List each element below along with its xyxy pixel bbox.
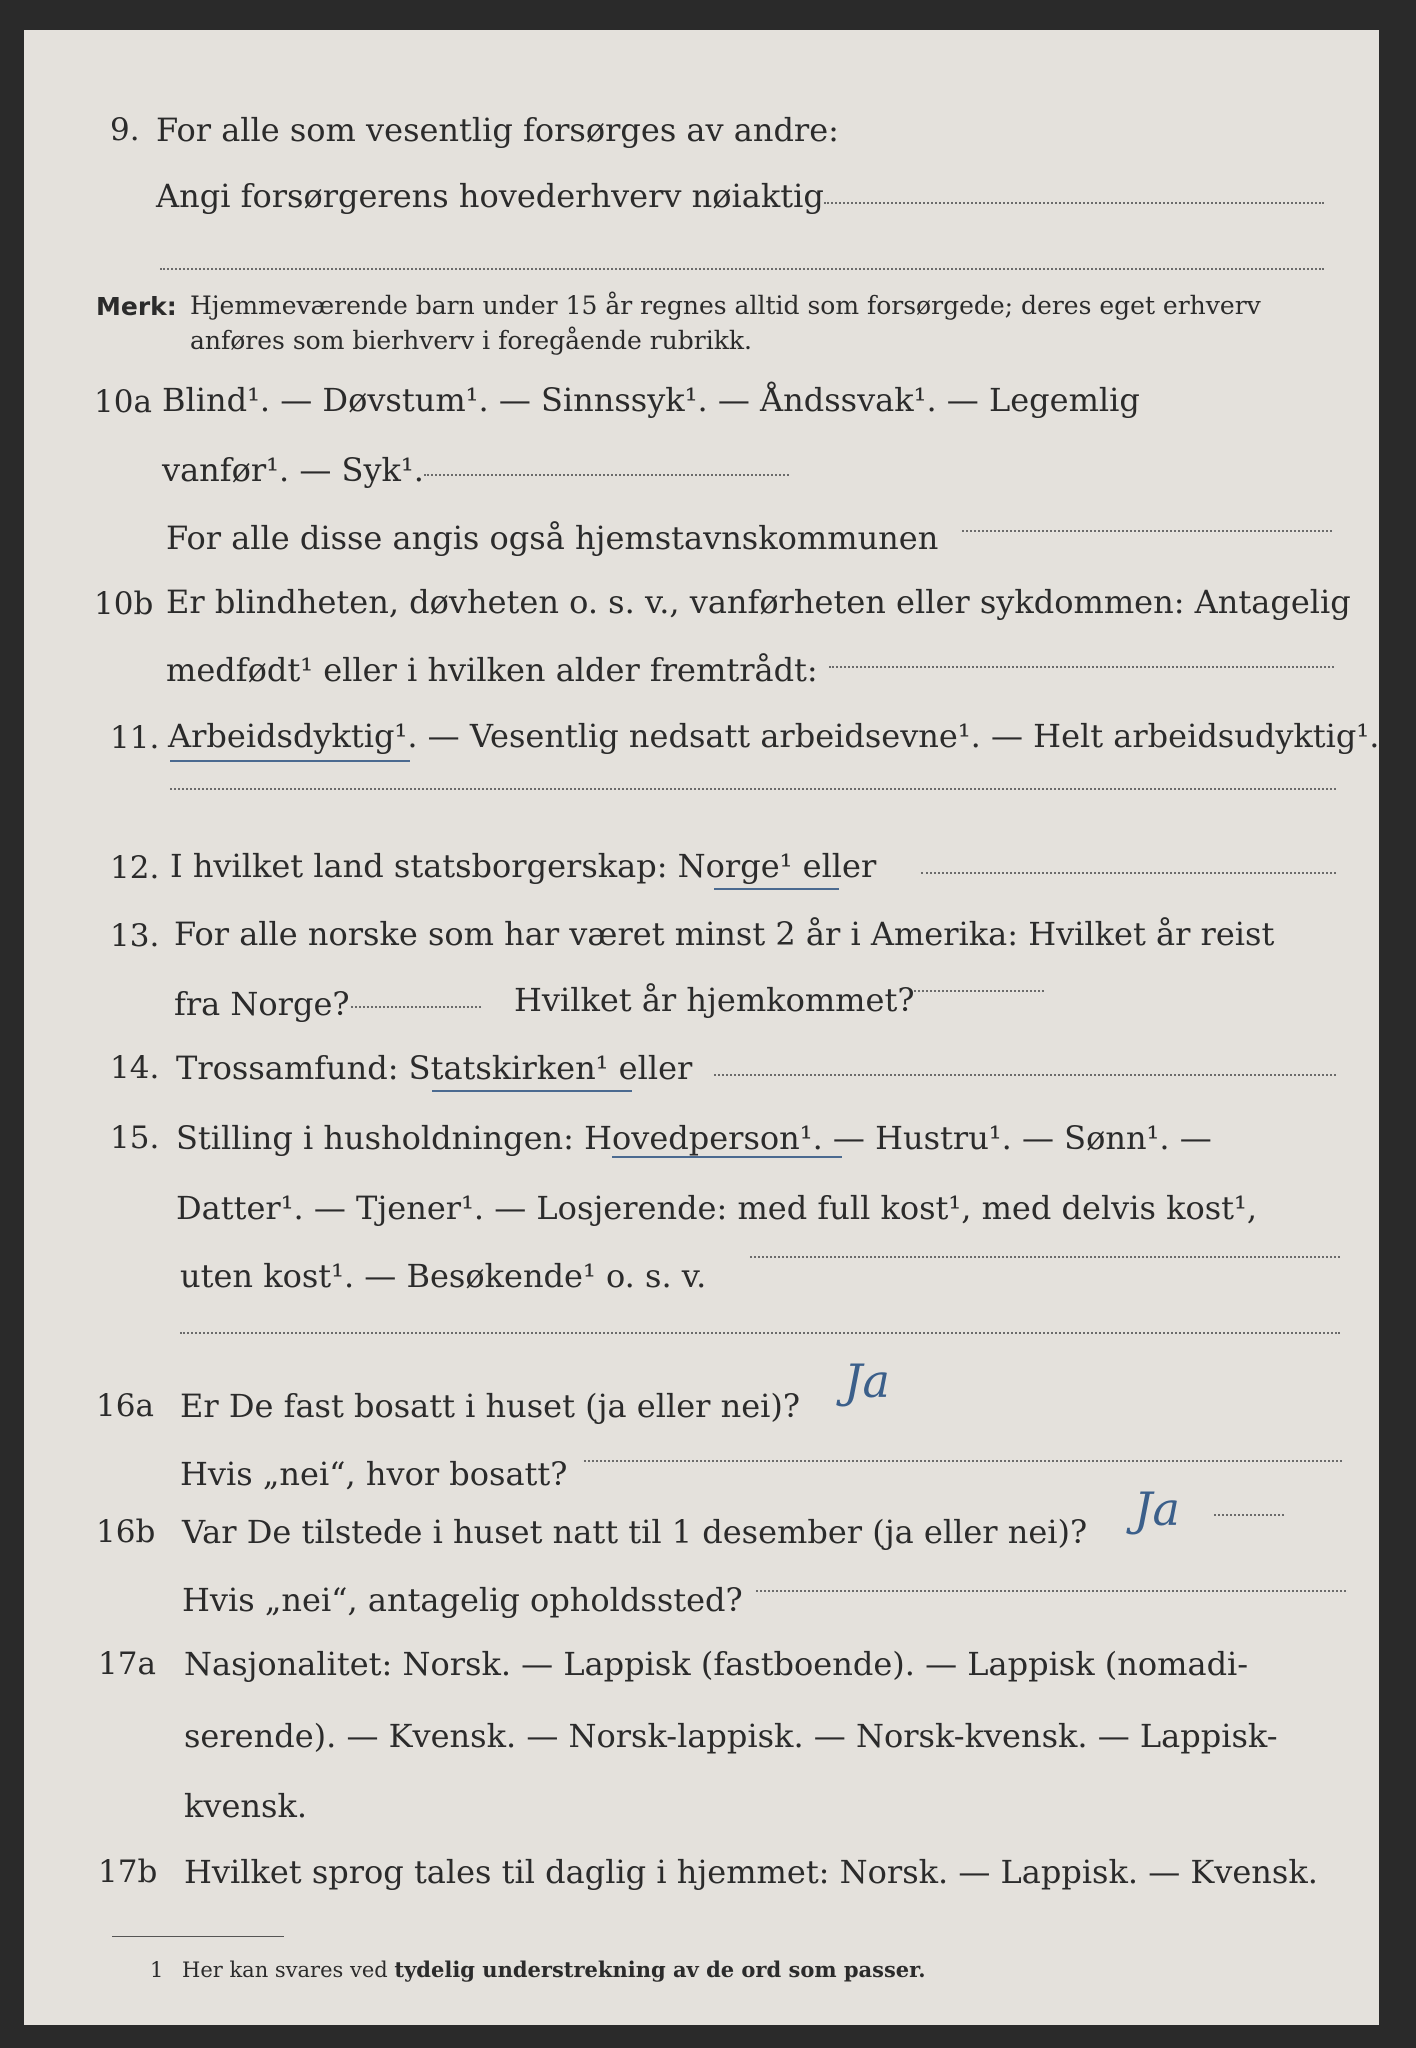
q16a-line2: Hvis „nei“, hvor bosatt?	[180, 1455, 568, 1493]
q17b-number: 17b	[98, 1854, 158, 1890]
merk-line2: anføres som bierhverv i foregående rubrikk.	[190, 326, 752, 355]
q17a-line1: Nasjonalitet: Norsk. — Lappisk (fastboende). — Lappisk (nomadi-	[184, 1645, 1249, 1683]
q10a-line3: For alle disse angis også hjemstavnskommunen	[166, 519, 939, 557]
q15-answer-line[interactable]	[750, 1256, 1340, 1258]
q11-number: 11.	[110, 720, 160, 756]
q16b-handwritten-answer: Ja	[1134, 1482, 1180, 1536]
q10a-answer-line[interactable]	[424, 474, 789, 476]
q10a-line1: Blind¹. — Døvstum¹. — Sinnssyk¹. — Åndssvak¹. — Legemlig	[162, 381, 1140, 419]
q13-hjemkommet-answer-line[interactable]	[914, 990, 1044, 992]
q16a-line1: Er De fast bosatt i huset (ja eller nei)?	[180, 1387, 801, 1425]
q10b-answer-line[interactable]	[829, 666, 1334, 668]
q17a-line2: serende). — Kvensk. — Norsk-lappisk. — Norsk-kvensk. — Lappisk-	[184, 1717, 1278, 1755]
q9-number: 9.	[110, 112, 140, 148]
q12-answer-underline	[714, 888, 839, 890]
footnote-text-bold: tydelig understrekning av de ord som passer.	[394, 1957, 926, 1982]
q15-line2: Datter¹. — Tjener¹. — Losjerende: med full kost¹, med delvis kost¹,	[176, 1189, 1258, 1227]
q15-line1: Stilling i husholdningen: Hovedperson¹. — Hustru¹. — Sønn¹. —	[176, 1119, 1212, 1157]
merk-line1: Hjemmeværende barn under 15 år regnes alltid som forsørgede; deres eget erhverv	[190, 291, 1261, 320]
q14-number: 14.	[110, 1050, 160, 1086]
q9-line1: For alle som vesentlig forsørges av andre:	[156, 111, 839, 149]
footnote-text	[182, 1950, 926, 1990]
q9-line2: Angi forsørgerens hovederhverv nøiaktig	[156, 177, 824, 215]
q15-number: 15.	[110, 1120, 160, 1156]
q14-answer-line[interactable]	[714, 1074, 1336, 1076]
q10b-line2: medfødt¹ eller i hvilken alder fremtrådt:	[166, 651, 818, 689]
q17a-number: 17a	[98, 1646, 156, 1682]
q16b-line2: Hvis „nei“, antagelig opholdssted?	[182, 1581, 743, 1619]
q16b-number: 16b	[96, 1514, 156, 1550]
q14-line1: Trossamfund: Statskirken¹ eller	[176, 1049, 693, 1087]
q13-number: 13.	[110, 918, 160, 954]
q16b-answer-line[interactable]	[1214, 1514, 1284, 1516]
q13-reist-answer-line[interactable]	[351, 1006, 481, 1008]
q17b-line1: Hvilket sprog tales til daglig i hjemmet: Norsk. — Lappisk. — Kvensk.	[184, 1853, 1318, 1891]
q15-answer-line-2[interactable]	[180, 1332, 1340, 1334]
q9-answer-line[interactable]	[824, 202, 1324, 204]
q13-line2a: fra Norge?	[174, 985, 350, 1023]
q16b-line1: Var De tilstede i huset natt til 1 desember (ja eller nei)?	[182, 1513, 1088, 1551]
q13-line1: For alle norske som har været minst 2 år i Amerika: Hvilket år reist	[174, 915, 1275, 953]
q16b-opholdssted-answer-line[interactable]	[756, 1590, 1346, 1592]
footnote-text-plain: Her kan svares ved	[182, 1958, 388, 1982]
q10a-number: 10a	[94, 384, 152, 420]
q11-answer-underline	[170, 760, 410, 762]
q16a-handwritten-answer: Ja	[844, 1354, 890, 1408]
q13-line2b: Hvilket år hjemkommet?	[514, 981, 915, 1019]
q16a-answer-line[interactable]	[584, 1460, 1342, 1462]
q10a-home-answer-line[interactable]	[962, 530, 1332, 532]
q15-answer-underline	[612, 1156, 842, 1158]
footnote-rule	[112, 1936, 284, 1937]
q12-line1: I hvilket land statsborgerskap: Norge¹ eller	[170, 847, 877, 885]
census-form-page	[24, 30, 1379, 2025]
q14-answer-underline	[432, 1090, 632, 1092]
merk-label: Merk:	[96, 292, 177, 321]
q12-answer-line[interactable]	[921, 872, 1336, 874]
q10b-line1: Er blindheten, døvheten o. s. v., vanførheten eller sykdommen: Antagelig	[166, 583, 1351, 621]
q10a-line2: vanfør¹. — Syk¹.	[162, 451, 424, 489]
q10b-number: 10b	[94, 586, 154, 622]
q12-number: 12.	[110, 850, 160, 886]
q9-answer-line-2[interactable]	[160, 268, 1324, 270]
q11-answer-line[interactable]	[170, 788, 1336, 790]
q16a-number: 16a	[96, 1388, 154, 1424]
q17a-line3: kvensk.	[184, 1787, 307, 1825]
q11-line1: Arbeidsdyktig¹. — Vesentlig nedsatt arbeidsevne¹. — Helt arbeidsudyktig¹.	[168, 717, 1380, 755]
footnote-mark: 1	[150, 1958, 164, 1982]
q15-line3: uten kost¹. — Besøkende¹ o. s. v.	[180, 1257, 707, 1295]
